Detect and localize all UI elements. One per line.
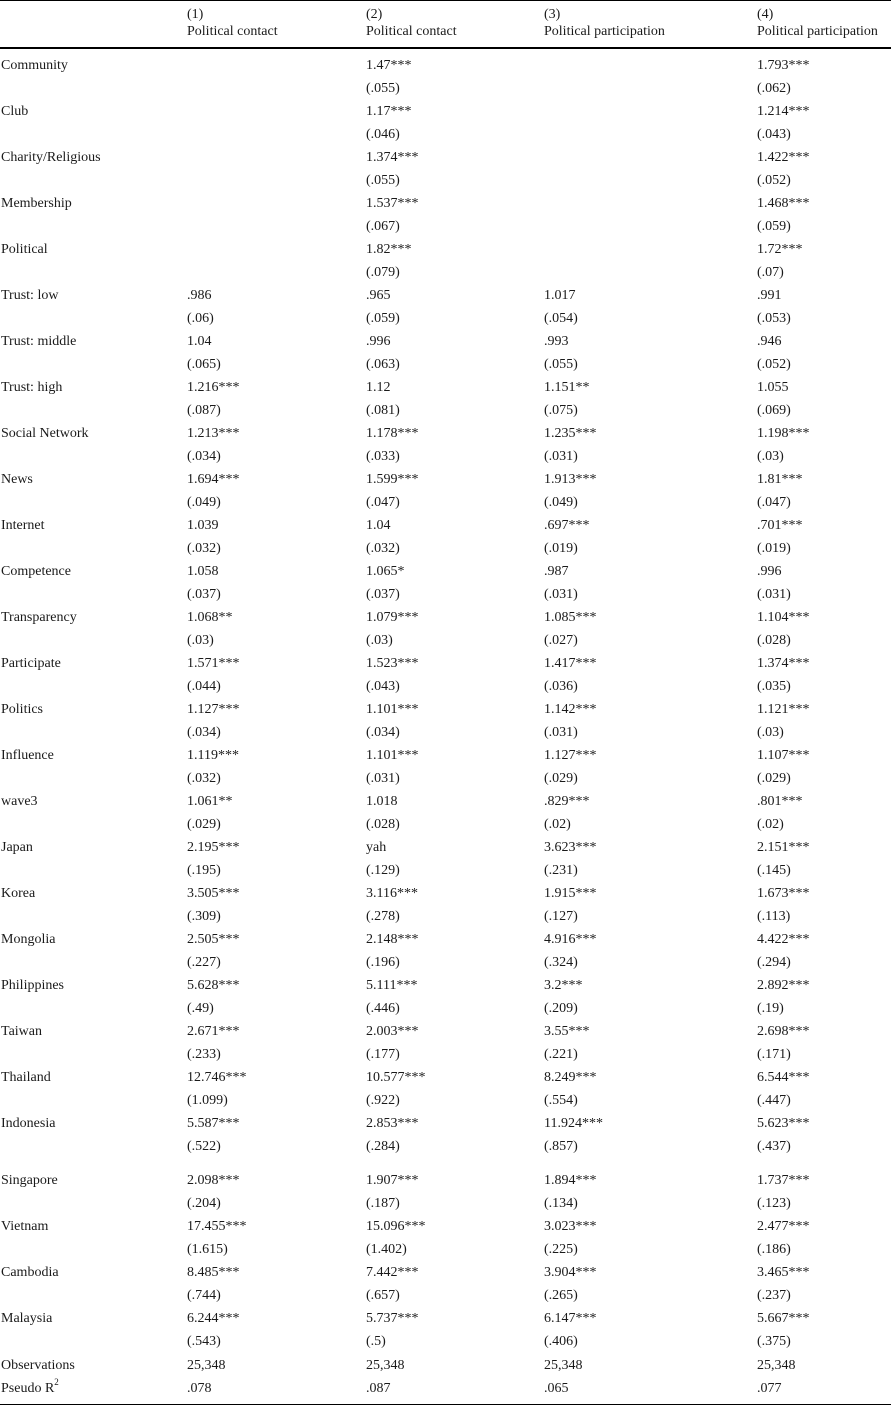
row-label: Charity/Religious <box>1 150 101 165</box>
se-cell: (1.099) <box>187 1093 228 1108</box>
observations-label: Observations <box>1 1358 75 1373</box>
coef-cell: 1.47*** <box>366 58 412 73</box>
se-cell: (.037) <box>187 587 221 602</box>
se-cell: (.063) <box>366 357 400 372</box>
row-label: Korea <box>1 886 36 901</box>
row-label: News <box>1 472 33 487</box>
observations-col3: 25,348 <box>544 1358 583 1373</box>
coef-cell: 17.455*** <box>187 1219 247 1234</box>
coef-cell: 2.477*** <box>757 1219 810 1234</box>
se-cell: (.204) <box>187 1196 221 1211</box>
row-label: Trust: high <box>1 380 63 395</box>
top-rule <box>0 0 891 1</box>
coef-cell: 8.485*** <box>187 1265 240 1280</box>
se-cell: (.265) <box>544 1288 578 1303</box>
header-col1-label: Political contact <box>187 24 278 39</box>
se-cell: (.054) <box>544 311 578 326</box>
coef-cell: 1.214*** <box>757 104 810 119</box>
coef-cell: 1.468*** <box>757 196 810 211</box>
coef-cell: 2.003*** <box>366 1024 419 1039</box>
se-cell: (1.402) <box>366 1242 407 1257</box>
coef-cell: .801*** <box>757 794 803 809</box>
coef-cell: 1.04 <box>187 334 212 349</box>
se-cell: (.225) <box>544 1242 578 1257</box>
se-cell: (.028) <box>757 633 791 648</box>
se-cell: (.031) <box>757 587 791 602</box>
coef-cell: 1.018 <box>366 794 398 809</box>
coef-cell: 1.913*** <box>544 472 597 487</box>
se-cell: (.049) <box>544 495 578 510</box>
header-col4-label: Political participation <box>757 24 878 39</box>
se-cell: (.027) <box>544 633 578 648</box>
coef-cell: 1.055 <box>757 380 789 395</box>
coef-cell: 12.746*** <box>187 1070 247 1085</box>
se-cell: (.145) <box>757 863 791 878</box>
coef-cell: 1.915*** <box>544 886 597 901</box>
se-cell: (.033) <box>366 449 400 464</box>
se-cell: (.324) <box>544 955 578 970</box>
se-cell: (.134) <box>544 1196 578 1211</box>
row-label: Cambodia <box>1 1265 59 1280</box>
se-cell: (.069) <box>757 403 791 418</box>
coef-cell: 1.065* <box>366 564 405 579</box>
coef-cell: 2.671*** <box>187 1024 240 1039</box>
coef-cell: .993 <box>544 334 569 349</box>
coef-cell: .996 <box>757 564 782 579</box>
coef-cell: 2.195*** <box>187 840 240 855</box>
pseudo-r2-label-text: Pseudo R <box>1 1381 55 1396</box>
coef-cell: 5.628*** <box>187 978 240 993</box>
header-col2-label: Political contact <box>366 24 457 39</box>
row-label: Indonesia <box>1 1116 56 1131</box>
coef-cell: .965 <box>366 288 391 303</box>
coef-cell: 15.096*** <box>366 1219 426 1234</box>
coef-cell: 5.111*** <box>366 978 418 993</box>
coef-cell: 1.81*** <box>757 472 803 487</box>
se-cell: (.031) <box>544 449 578 464</box>
observations-col1: 25,348 <box>187 1358 226 1373</box>
coef-cell: 1.374*** <box>757 656 810 671</box>
row-label: Japan <box>1 840 33 855</box>
se-cell: (.03) <box>757 725 784 740</box>
coef-cell: 1.694*** <box>187 472 240 487</box>
coef-cell: .701*** <box>757 518 803 533</box>
se-cell: (.07) <box>757 265 784 280</box>
pseudo-r2-col2: .087 <box>366 1381 391 1396</box>
coef-cell: 1.374*** <box>366 150 419 165</box>
se-cell: (.657) <box>366 1288 400 1303</box>
coef-cell: 1.537*** <box>366 196 419 211</box>
se-cell: (.065) <box>187 357 221 372</box>
se-cell: (.032) <box>187 771 221 786</box>
se-cell: (.543) <box>187 1334 221 1349</box>
se-cell: (.03) <box>757 449 784 464</box>
coef-cell: 2.853*** <box>366 1116 419 1131</box>
se-cell: (.437) <box>757 1139 791 1154</box>
coef-cell: 1.72*** <box>757 242 803 257</box>
se-cell: (.049) <box>187 495 221 510</box>
coef-cell: 2.892*** <box>757 978 810 993</box>
coef-cell: 3.55*** <box>544 1024 590 1039</box>
coef-cell: .987 <box>544 564 569 579</box>
coef-cell: yah <box>366 840 387 855</box>
header-col4-num: (4) <box>757 7 774 22</box>
se-cell: (.029) <box>757 771 791 786</box>
se-cell: (.375) <box>757 1334 791 1349</box>
se-cell: (.035) <box>757 679 791 694</box>
se-cell: (.052) <box>757 357 791 372</box>
coef-cell: 3.505*** <box>187 886 240 901</box>
coef-cell: 1.127*** <box>544 748 597 763</box>
header-col3-label: Political participation <box>544 24 665 39</box>
se-cell: (.123) <box>757 1196 791 1211</box>
coef-cell: 5.623*** <box>757 1116 810 1131</box>
row-label: Taiwan <box>1 1024 43 1039</box>
se-cell: (.195) <box>187 863 221 878</box>
coef-cell: 1.737*** <box>757 1173 810 1188</box>
coef-cell: 6.544*** <box>757 1070 810 1085</box>
row-label: Singapore <box>1 1173 58 1188</box>
coef-cell: 8.249*** <box>544 1070 597 1085</box>
coef-cell: 1.119*** <box>187 748 239 763</box>
row-label: Politics <box>1 702 44 717</box>
row-label: Club <box>1 104 29 119</box>
se-cell: (.922) <box>366 1093 400 1108</box>
se-cell: (.067) <box>366 219 400 234</box>
se-cell: (.744) <box>187 1288 221 1303</box>
observations-col4: 25,348 <box>757 1358 796 1373</box>
se-cell: (.046) <box>366 127 400 142</box>
header-col2-num: (2) <box>366 7 383 22</box>
se-cell: (.127) <box>544 909 578 924</box>
coef-cell: 1.523*** <box>366 656 419 671</box>
coef-cell: 1.04 <box>366 518 391 533</box>
se-cell: (.028) <box>366 817 400 832</box>
coef-cell: 3.904*** <box>544 1265 597 1280</box>
coef-cell: 1.058 <box>187 564 219 579</box>
coef-cell: 1.127*** <box>187 702 240 717</box>
row-label: Transparency <box>1 610 77 625</box>
coef-cell: 6.147*** <box>544 1311 597 1326</box>
coef-cell: 3.023*** <box>544 1219 597 1234</box>
se-cell: (.034) <box>187 449 221 464</box>
se-cell: (.036) <box>544 679 578 694</box>
coef-cell: 1.417*** <box>544 656 597 671</box>
coef-cell: 5.737*** <box>366 1311 419 1326</box>
coef-cell: .996 <box>366 334 391 349</box>
row-label: Philippines <box>1 978 65 993</box>
se-cell: (.032) <box>187 541 221 556</box>
coef-cell: 3.465*** <box>757 1265 810 1280</box>
header-rule <box>0 47 891 49</box>
coef-cell: 1.422*** <box>757 150 810 165</box>
coef-cell: 1.894*** <box>544 1173 597 1188</box>
coef-cell: 2.098*** <box>187 1173 240 1188</box>
se-cell: (.209) <box>544 1001 578 1016</box>
se-cell: (.02) <box>544 817 571 832</box>
se-cell: (.034) <box>366 725 400 740</box>
coef-cell: 2.148*** <box>366 932 419 947</box>
pseudo-r2-label <box>1 1377 59 1397</box>
se-cell: (.278) <box>366 909 400 924</box>
bottom-rule <box>0 1404 891 1405</box>
se-cell: (.129) <box>366 863 400 878</box>
se-cell: (.052) <box>757 173 791 188</box>
se-cell: (.043) <box>757 127 791 142</box>
coef-cell: .946 <box>757 334 782 349</box>
se-cell: (.044) <box>187 679 221 694</box>
se-cell: (.019) <box>544 541 578 556</box>
coef-cell: .991 <box>757 288 782 303</box>
se-cell: (.03) <box>187 633 214 648</box>
coef-cell: .829*** <box>544 794 590 809</box>
coef-cell: 1.907*** <box>366 1173 419 1188</box>
pseudo-r2-superscript: 2 <box>54 1377 59 1388</box>
se-cell: (.032) <box>366 541 400 556</box>
coef-cell: 1.142*** <box>544 702 597 717</box>
coef-cell: 3.116*** <box>366 886 418 901</box>
se-cell: (.309) <box>187 909 221 924</box>
header-col3-num: (3) <box>544 7 561 22</box>
row-label: wave3 <box>1 794 38 809</box>
header-col1-num: (1) <box>187 7 204 22</box>
coef-cell: 3.2*** <box>544 978 583 993</box>
se-cell: (.237) <box>757 1288 791 1303</box>
coef-cell: 1.17*** <box>366 104 412 119</box>
se-cell: (.055) <box>366 173 400 188</box>
se-cell: (.059) <box>757 219 791 234</box>
se-cell: (.019) <box>757 541 791 556</box>
coef-cell: 1.571*** <box>187 656 240 671</box>
coef-cell: 1.079*** <box>366 610 419 625</box>
se-cell: (.171) <box>757 1047 791 1062</box>
row-label: Mongolia <box>1 932 56 947</box>
se-cell: (.031) <box>544 725 578 740</box>
se-cell: (.047) <box>366 495 400 510</box>
coef-cell: 4.422*** <box>757 932 810 947</box>
se-cell: (.857) <box>544 1139 578 1154</box>
se-cell: (.221) <box>544 1047 578 1062</box>
se-cell: (.49) <box>187 1001 214 1016</box>
row-label: Membership <box>1 196 72 211</box>
se-cell: (.055) <box>366 81 400 96</box>
row-label: Internet <box>1 518 45 533</box>
row-label: Thailand <box>1 1070 51 1085</box>
se-cell: (.079) <box>366 265 400 280</box>
coef-cell: 11.924*** <box>544 1116 603 1131</box>
coef-cell: 1.673*** <box>757 886 810 901</box>
se-cell: (.034) <box>187 725 221 740</box>
coef-cell: .986 <box>187 288 212 303</box>
se-cell: (.029) <box>187 817 221 832</box>
coef-cell: 4.916*** <box>544 932 597 947</box>
coef-cell: 1.101*** <box>366 748 419 763</box>
coef-cell: 1.216*** <box>187 380 240 395</box>
coef-cell: 1.107*** <box>757 748 810 763</box>
coef-cell: 2.151*** <box>757 840 810 855</box>
coef-cell: 1.12 <box>366 380 391 395</box>
se-cell: (.053) <box>757 311 791 326</box>
se-cell: (.446) <box>366 1001 400 1016</box>
se-cell: (.19) <box>757 1001 784 1016</box>
coef-cell: 1.121*** <box>757 702 810 717</box>
coef-cell: 1.82*** <box>366 242 412 257</box>
se-cell: (.047) <box>757 495 791 510</box>
se-cell: (.554) <box>544 1093 578 1108</box>
se-cell: (.037) <box>366 587 400 602</box>
coef-cell: 5.667*** <box>757 1311 810 1326</box>
se-cell: (.06) <box>187 311 214 326</box>
row-label: Malaysia <box>1 1311 53 1326</box>
coef-cell: 1.235*** <box>544 426 597 441</box>
coef-cell: 1.599*** <box>366 472 419 487</box>
row-label: Trust: low <box>1 288 59 303</box>
se-cell: (.043) <box>366 679 400 694</box>
se-cell: (.031) <box>544 587 578 602</box>
se-cell: (.062) <box>757 81 791 96</box>
pseudo-r2-col4: .077 <box>757 1381 782 1396</box>
se-cell: (.02) <box>757 817 784 832</box>
coef-cell: 1.178*** <box>366 426 419 441</box>
se-cell: (.113) <box>757 909 791 924</box>
coef-cell: 3.623*** <box>544 840 597 855</box>
observations-col2: 25,348 <box>366 1358 405 1373</box>
se-cell: (.284) <box>366 1139 400 1154</box>
row-label: Influence <box>1 748 54 763</box>
pseudo-r2-col3: .065 <box>544 1381 569 1396</box>
row-label: Vietnam <box>1 1219 49 1234</box>
coef-cell: 1.085*** <box>544 610 597 625</box>
coef-cell: 1.101*** <box>366 702 419 717</box>
se-cell: (.294) <box>757 955 791 970</box>
row-label: Political <box>1 242 48 257</box>
se-cell: (.406) <box>544 1334 578 1349</box>
row-label: Community <box>1 58 68 73</box>
row-label: Trust: middle <box>1 334 77 349</box>
se-cell: (.075) <box>544 403 578 418</box>
coef-cell: 7.442*** <box>366 1265 419 1280</box>
se-cell: (1.615) <box>187 1242 228 1257</box>
se-cell: (.081) <box>366 403 400 418</box>
se-cell: (.447) <box>757 1093 791 1108</box>
coef-cell: 1.039 <box>187 518 219 533</box>
coef-cell: .697*** <box>544 518 590 533</box>
coef-cell: 1.068** <box>187 610 233 625</box>
se-cell: (.031) <box>366 771 400 786</box>
se-cell: (.177) <box>366 1047 400 1062</box>
coef-cell: 1.017 <box>544 288 576 303</box>
se-cell: (.186) <box>757 1242 791 1257</box>
se-cell: (.03) <box>366 633 393 648</box>
coef-cell: 6.244*** <box>187 1311 240 1326</box>
se-cell: (.059) <box>366 311 400 326</box>
pseudo-r2-col1: .078 <box>187 1381 212 1396</box>
se-cell: (.227) <box>187 955 221 970</box>
coef-cell: 1.198*** <box>757 426 810 441</box>
coef-cell: 1.104*** <box>757 610 810 625</box>
row-label: Social Network <box>1 426 89 441</box>
se-cell: (.522) <box>187 1139 221 1154</box>
coef-cell: 2.698*** <box>757 1024 810 1039</box>
coef-cell: 10.577*** <box>366 1070 426 1085</box>
coef-cell: 1.061** <box>187 794 233 809</box>
coef-cell: 1.793*** <box>757 58 810 73</box>
coef-cell: 1.151** <box>544 380 590 395</box>
coef-cell: 1.213*** <box>187 426 240 441</box>
row-label: Competence <box>1 564 71 579</box>
se-cell: (.087) <box>187 403 221 418</box>
se-cell: (.233) <box>187 1047 221 1062</box>
row-label: Participate <box>1 656 61 671</box>
se-cell: (.196) <box>366 955 400 970</box>
se-cell: (.187) <box>366 1196 400 1211</box>
se-cell: (.055) <box>544 357 578 372</box>
se-cell: (.5) <box>366 1334 386 1349</box>
coef-cell: 2.505*** <box>187 932 240 947</box>
coef-cell: 5.587*** <box>187 1116 240 1131</box>
se-cell: (.029) <box>544 771 578 786</box>
se-cell: (.231) <box>544 863 578 878</box>
